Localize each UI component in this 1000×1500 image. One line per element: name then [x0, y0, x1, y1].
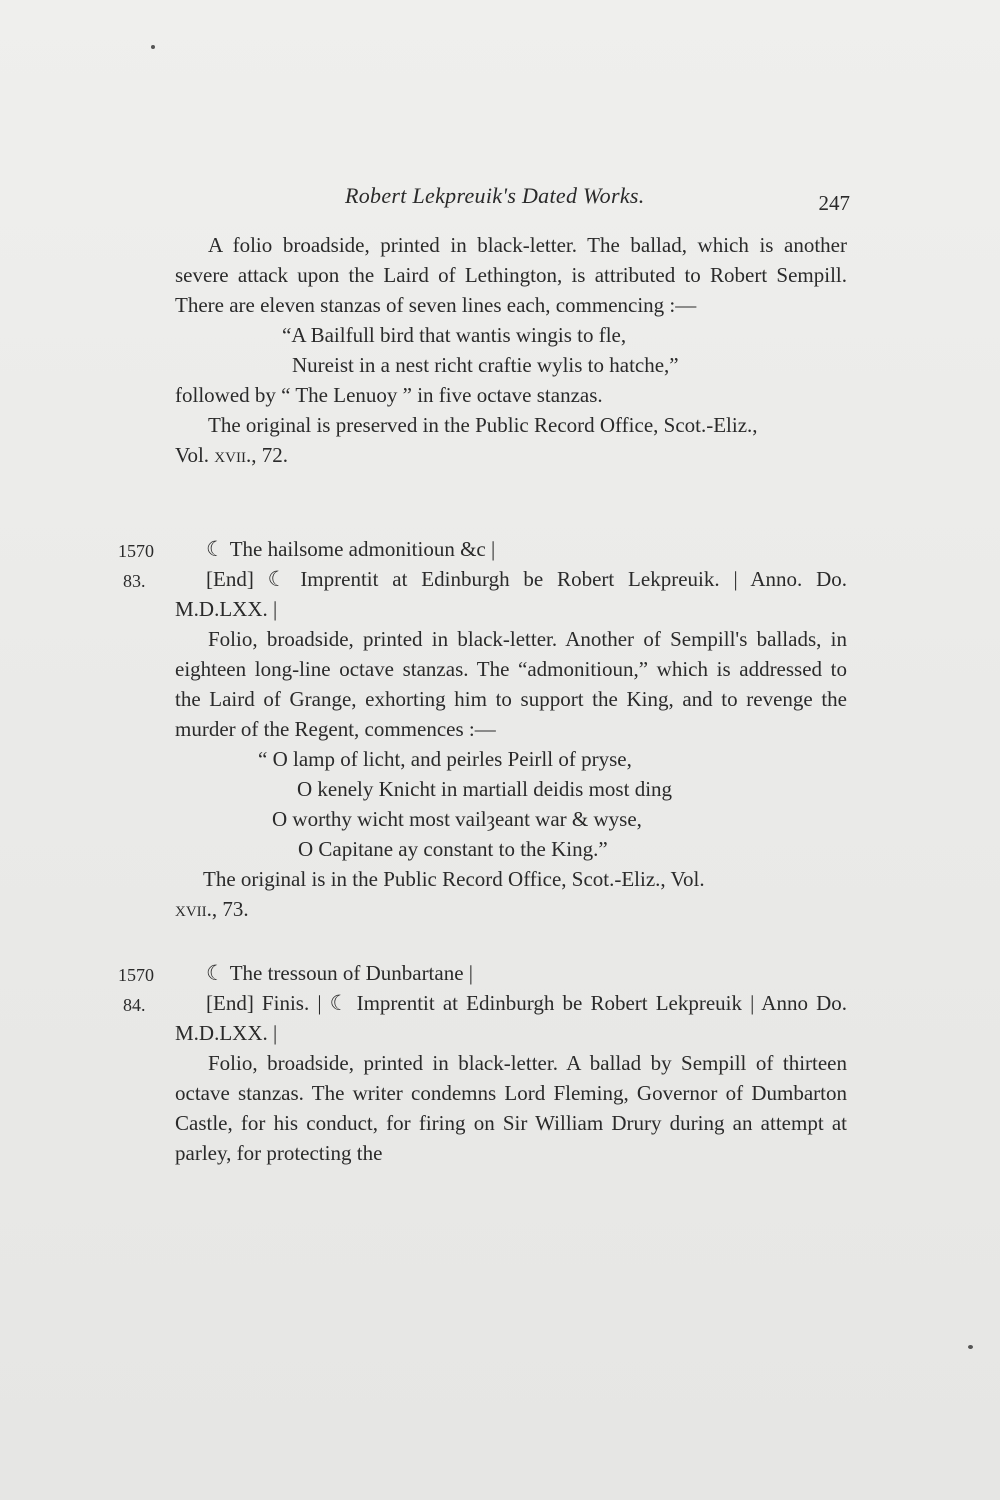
description-paragraph: Folio, broadside, printed in black-letter. A ballad by Sempill of thirteen octave stanzas. The writer condemns Lord Fleming, Governor of Dumbarton Castle, for his conduct, for firing on Sir William Drury during an attempt at parley, for protecting the [175, 1051, 847, 1165]
ink-speck [151, 45, 155, 49]
source-item-number: , 73. [211, 897, 249, 921]
description-paragraph: Folio, broadside, printed in black-letter. Another of Sempill's ballads, in eighteen long-line octave stanzas. The “admonitioun,” which is addressed to the Laird of Grange, exhorting him to support the King, and to revenge the murder of the Regent, commences :— [175, 627, 847, 741]
running-title: Robert Lekpreuik's Dated Works. [345, 183, 645, 208]
margin-entry-number: 84. [123, 995, 146, 1015]
verse-line: O worthy wicht most vailȝeant war & wyse, [272, 807, 642, 831]
margin-entry-number: 83. [123, 571, 146, 591]
source-item-number: , 72. [251, 443, 288, 467]
page-number: 247 [818, 191, 850, 215]
entry-82-description [175, 230, 847, 470]
verse-line: O Capitane ay constant to the King.” [298, 837, 608, 861]
source-volume-number: xvii. [214, 443, 252, 467]
entry-83 [118, 534, 847, 924]
margin-year: 1570 [118, 541, 154, 561]
entry-colophon: [End] Finis. | ☾ Imprentit at Edinburgh be Robert Lekpreuik | Anno Do. M.D.LXX. | [175, 991, 847, 1045]
source-note [175, 864, 847, 924]
source-note-text: The original is preserved in the Public Record Office, Scot.-Eliz., [208, 413, 758, 437]
source-volume-label: Vol. [175, 443, 210, 467]
source-note [175, 410, 847, 470]
ink-speck [968, 1345, 973, 1349]
entry-title: ☾ The tressoun of Dunbartane | [206, 961, 473, 985]
verse-line: O kenely Knicht in martiall deidis most ding [297, 777, 673, 801]
verse-line: “A Bailfull bird that wantis wingis to fle, [282, 323, 627, 347]
margin-year: 1570 [118, 965, 154, 985]
verse-line: Nureist in a nest richt craftie wylis to hatche,” [292, 353, 679, 377]
source-note-text: The original is in the Public Record Office, Scot.-Eliz., Vol. [203, 867, 705, 891]
description-paragraph: A folio broadside, printed in black-letter. The ballad, which is another severe attack upon the Laird of Lethington, is attributed to Robert Sempill. There are eleven stanzas of seven lines each, commencing :— [175, 233, 847, 317]
verse-line: “ O lamp of licht, and peirles Peirll of pryse, [258, 747, 632, 771]
entry-title: ☾ The hailsome admonitioun &c | [206, 537, 496, 561]
description-paragraph: followed by “ The Lenuoy ” in five octave stanzas. [175, 383, 603, 407]
running-header [175, 183, 850, 223]
source-volume-number: xvii. [175, 897, 212, 921]
entry-colophon: [End] ☾ Imprentit at Edinburgh be Robert Lekpreuik. | Anno. Do. M.D.LXX. | [175, 567, 847, 621]
entry-84 [118, 958, 847, 1168]
